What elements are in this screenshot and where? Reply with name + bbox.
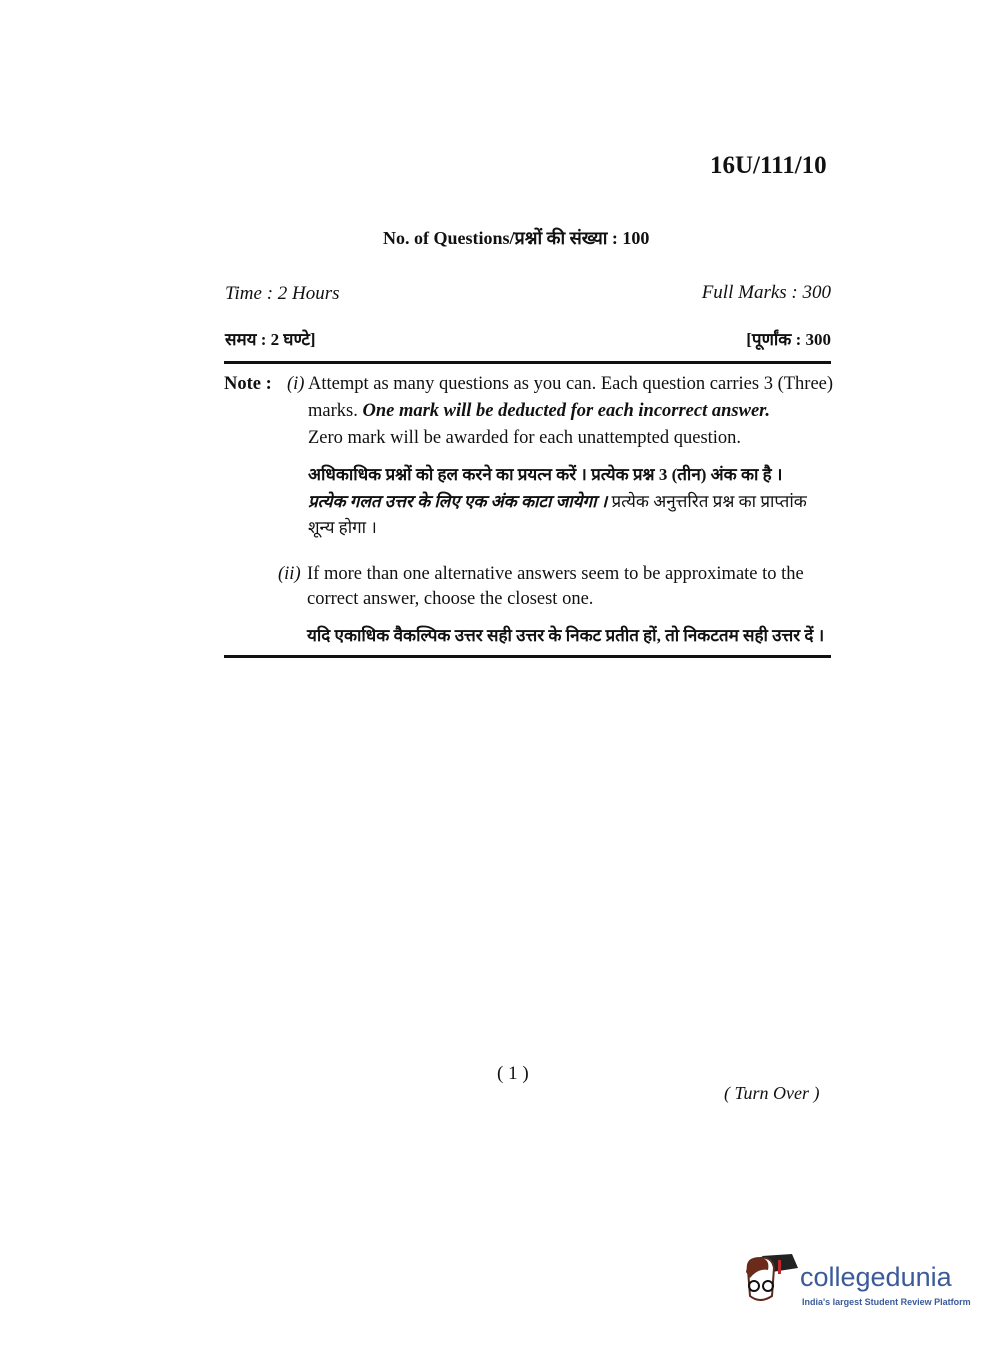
turn-over-note: ( Turn Over ) [724, 1083, 820, 1103]
negative-marking-text: One mark will be deducted for each incorrect answer. [362, 401, 770, 421]
note-ii-hindi: यदि एकाधिक वैकल्पिक उत्तर सही उत्तर के निकट प्रतीत हों, तो निकटतम सही उत्तर दें । [307, 626, 825, 645]
full-marks-hindi: [पूर्णांक : 300 [746, 330, 831, 349]
note-i-english-line1: Attempt as many questions as you can. Each question carries 3 (Three) [308, 374, 834, 394]
top-divider [224, 361, 831, 364]
full-marks-english: Full Marks : 300 [701, 282, 831, 303]
note-i-hindi-line2 [308, 488, 807, 515]
note-label: Note : [224, 374, 272, 394]
negative-marking-hindi: प्रत्येक गलत उत्तर के लिए एक अंक काटा जायेगा । [308, 492, 612, 511]
note-ii-marker: (ii) [278, 564, 301, 584]
note-i-hindi-line3: शून्य होगा । [308, 518, 377, 537]
time-hindi: समय : 2 घण्टे] [225, 330, 316, 349]
note-i-text: marks. [308, 401, 363, 421]
note-ii-english-line2: correct answer, choose the closest one. [307, 589, 594, 609]
note-ii-english-line1: If more than one alternative answers seem to be approximate to the [307, 564, 804, 584]
number-of-questions: No. of Questions/प्रश्नों की संख्या : 100 [383, 228, 650, 248]
time-english: Time : 2 Hours [225, 283, 340, 304]
bottom-divider [224, 655, 831, 658]
note-i-hindi-line1: अधिकाधिक प्रश्नों को हल करने का प्रयत्न करें । प्रत्येक प्रश्न 3 (तीन) अंक का है । [308, 465, 783, 484]
watermark-brand: collegedunia [800, 1262, 952, 1292]
collegedunia-mascot-icon [742, 1250, 800, 1310]
note-i-hindi-text: प्रत्येक अनुत्तरित प्रश्न का प्राप्तांक [611, 492, 807, 511]
note-i-english-line2 [308, 398, 770, 425]
page-number: ( 1 ) [497, 1063, 529, 1084]
watermark-tagline: India's largest Student Review Platform [802, 1297, 971, 1307]
note-i-marker: (i) [287, 374, 305, 394]
note-i-english-line3: Zero mark will be awarded for each unattempted question. [308, 428, 742, 448]
paper-code: 16U/111/10 [710, 152, 827, 179]
